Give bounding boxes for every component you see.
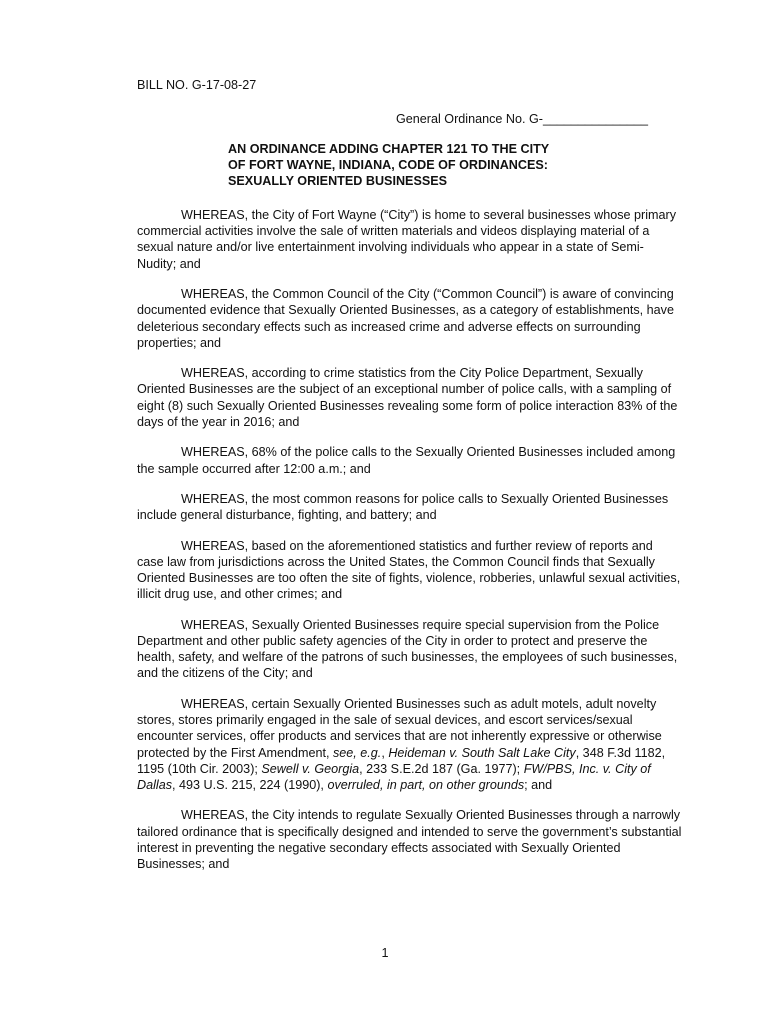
overruled-note: overruled, in part, on other grounds [327, 777, 525, 792]
signal-see-eg: see, e.g. [333, 745, 382, 760]
whereas-paragraph: WHEREAS, Sexually Oriented Businesses require special supervision from the Police Department and other public safety agencies of the City in order to protect and preserve the health, safety, and welfare of the patrons of such businesses, the employees of such businesses, and the citizens of the City; and [137, 617, 678, 681]
whereas-paragraph: WHEREAS, the Common Council of the City (“Common Council”) is aware of convincing documented evidence that Sexually Oriented Businesses, as a category of establishments, have deleterious secondary effects such as increased crime and adverse effects on surrounding properties; and [137, 287, 674, 350]
ordinance-number: General Ordinance No. G-_______________ [396, 112, 649, 126]
case-citation: , 348 F.3d 1182, 1195 (10th Cir. 2003); [137, 745, 666, 776]
bill-number: BILL NO. G-17-08-27 [137, 78, 257, 92]
whereas-paragraph: WHEREAS, 68% of the police calls to the Sexually Oriented Businesses included among the sample occurred after 12:00 a.m.; and [137, 445, 676, 476]
case-citation: , 233 S.E.2d 187 (Ga. 1977); [359, 761, 524, 776]
title-line: AN ORDINANCE ADDING CHAPTER 121 TO THE CITY [228, 142, 550, 156]
whereas-paragraph: WHEREAS, the City of Fort Wayne (“City”) is home to several businesses whose primary commercial activities involve the sale of written materials and videos displaying material of a sexual nature and/or live entertainment involving individuals who appear in a state of Semi-Nudity; and [137, 208, 677, 271]
case-name: Heideman v. South Salt Lake City [388, 745, 576, 760]
case-name: Sewell v. Georgia [261, 761, 360, 776]
title-line: SEXUALLY ORIENTED BUSINESSES [228, 174, 448, 189]
whereas-paragraph: WHEREAS, according to crime statistics from the City Police Department, Sexually Oriented Businesses are the subject of an exceptional number of police calls, with a sampling of eight (8) such Sexually Oriented Businesses revealing some form of police interaction 83% of the days of the year in 2016; and [137, 366, 678, 429]
whereas-paragraph-citations [137, 696, 682, 793]
whereas-paragraph: WHEREAS, based on the aforementioned statistics and further review of reports and case law from jurisdictions across the United States, the Common Council finds that Sexually Oriented Businesses are too often the site of fights, violence, robberies, unlawful sexual activities, illicit drug use, and other crimes; and [137, 538, 681, 602]
whereas-paragraph: WHEREAS, the City intends to regulate Sexually Oriented Businesses through a narrowly tailored ordinance that is specifically designed and intended to serve the government’s substantial interest in preventing the negative secondary effects associated with Sexually Oriented Businesses; and [137, 808, 682, 872]
case-name: FW/PBS, Inc. v. City of Dallas [137, 761, 651, 792]
citation-tail: ; and [524, 777, 553, 792]
ordinance-title [228, 141, 549, 190]
whereas-paragraph: WHEREAS, the most common reasons for police calls to Sexually Oriented Businesses include general disturbance, fighting, and battery; and [137, 492, 669, 523]
case-citation: , 493 U.S. 215, 224 (1990), [172, 777, 328, 792]
citation-separator: , [381, 745, 389, 760]
page-number: 1 [381, 946, 389, 960]
citation-lead: WHEREAS, certain Sexually Oriented Businesses such as adult motels, adult novelty stores, stores primarily engaged in the sale of sexual devices, and escort services/sexual encounter services, offer products and services that are not inherently expressive or otherwise protected by the First Amendment, [137, 696, 662, 760]
document-body [137, 207, 682, 887]
title-line: OF FORT WAYNE, INDIANA, CODE OF ORDINANCES: [228, 158, 548, 173]
